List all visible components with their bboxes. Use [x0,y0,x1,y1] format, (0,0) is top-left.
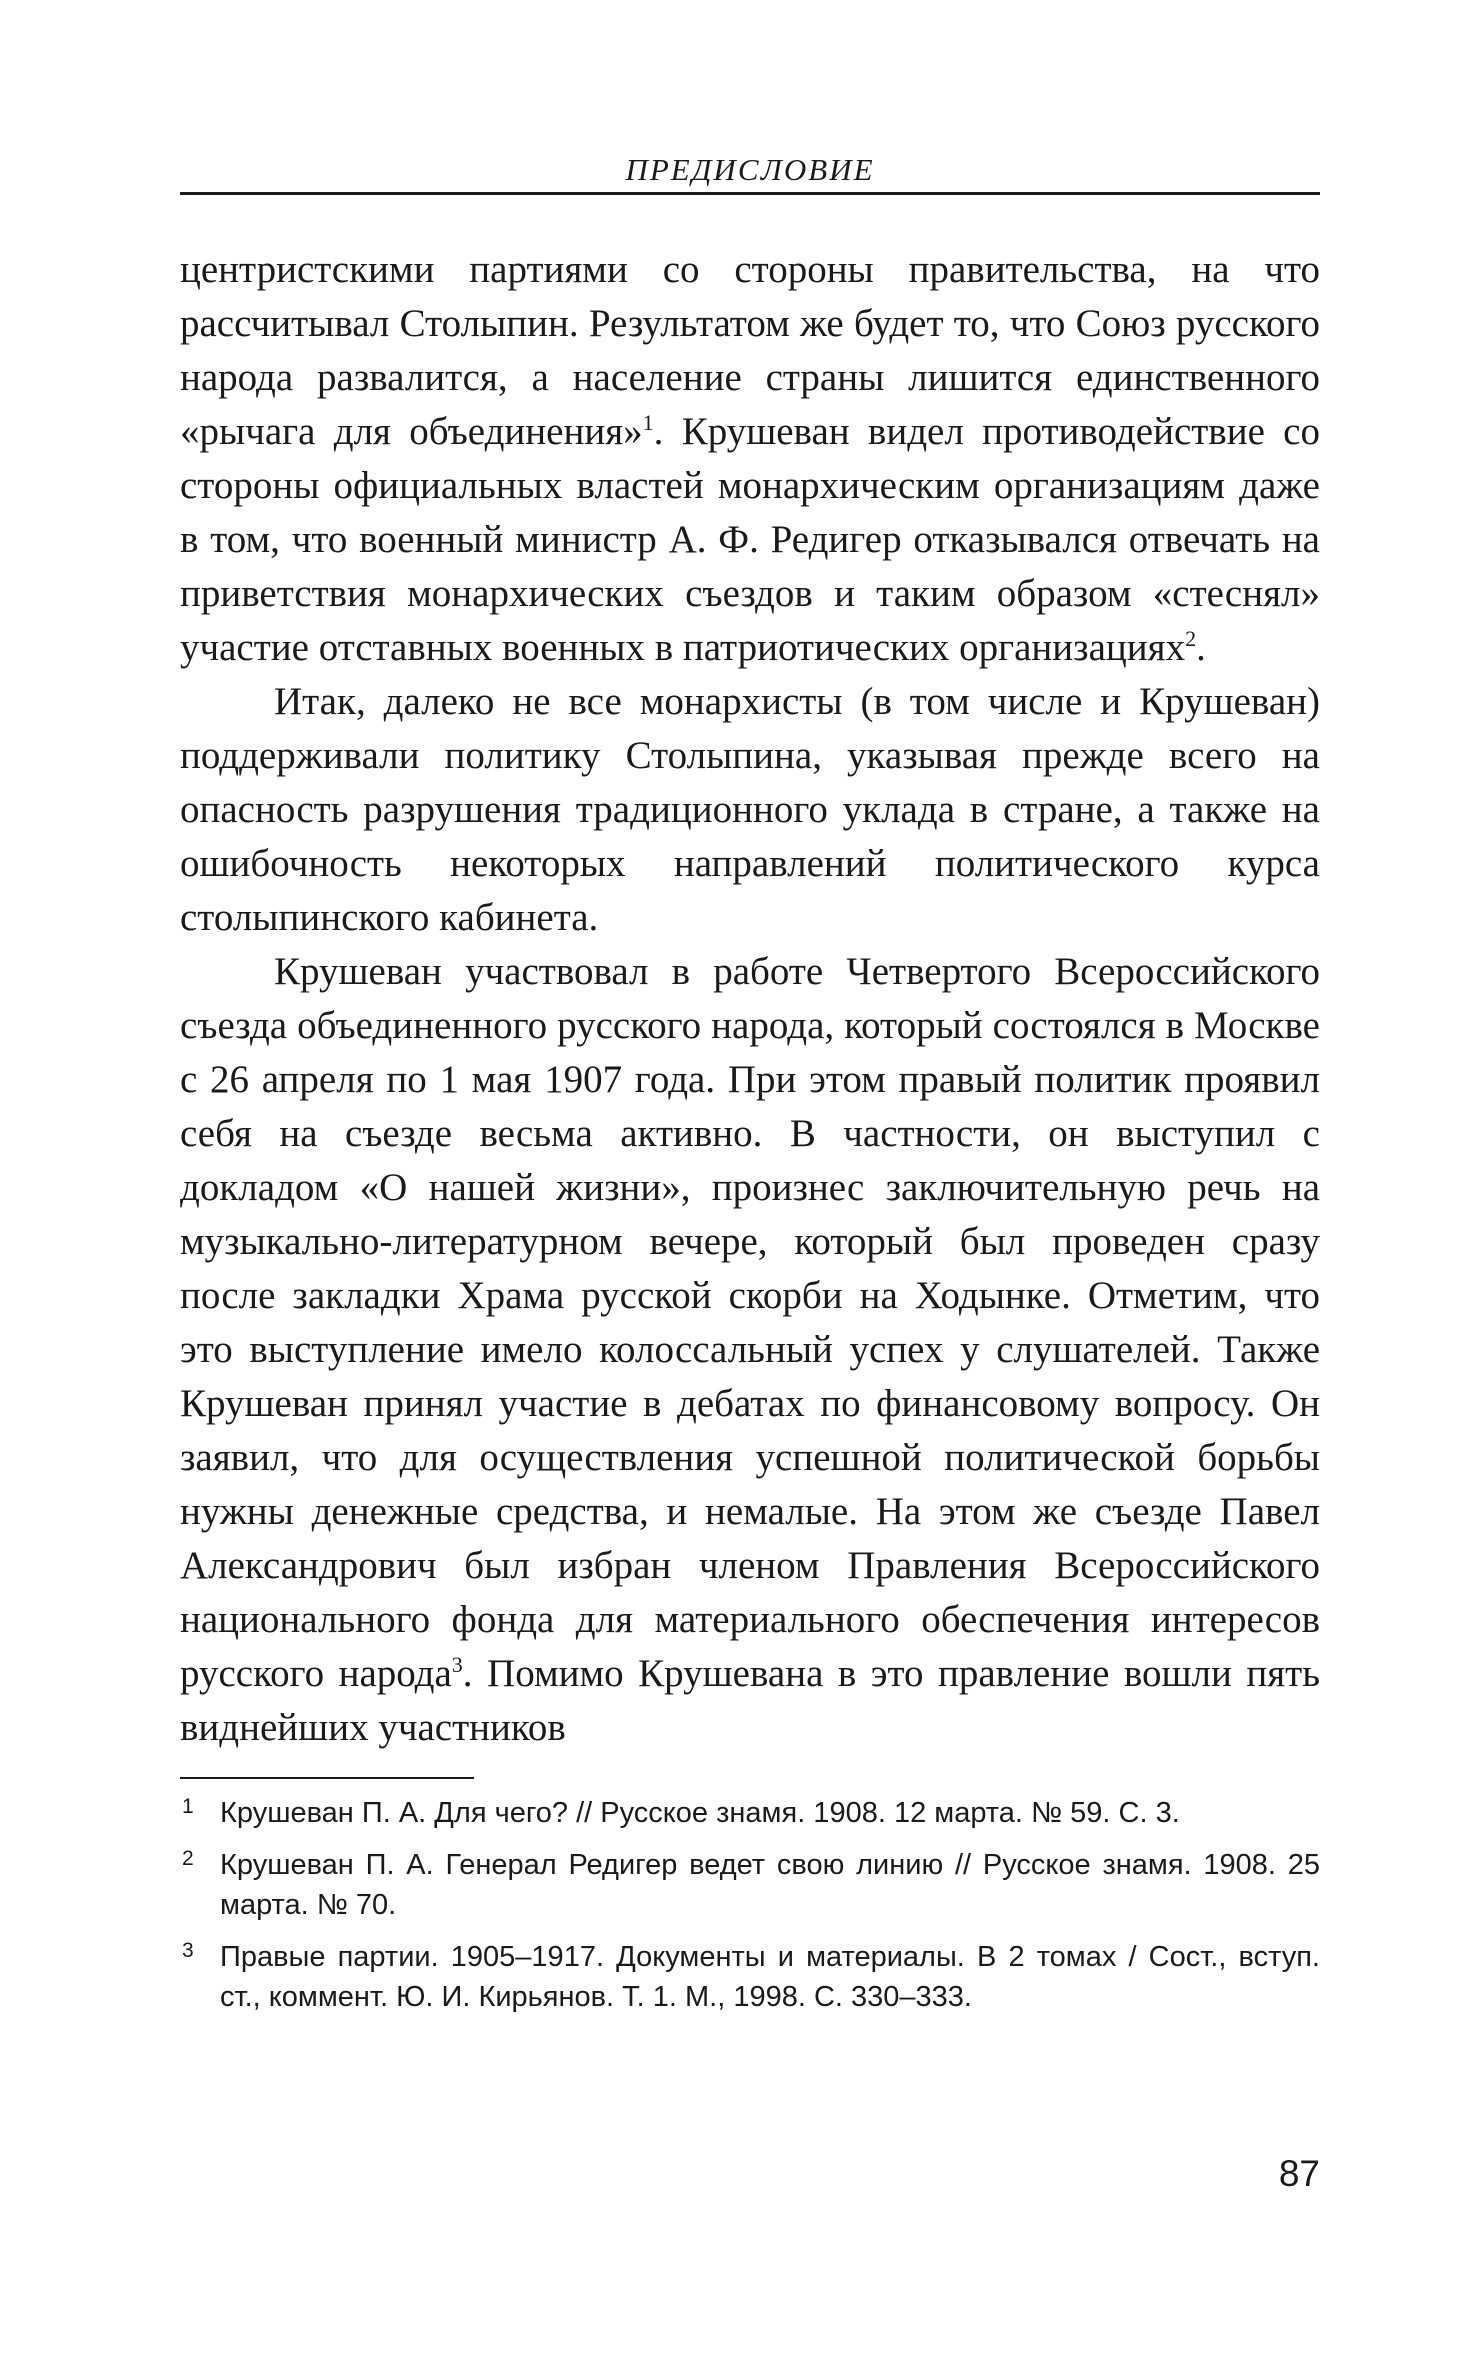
paragraph-1-text-b: . Крушеван видел противодействие со стороны официальных властей монархическим организациям даже в том, что военный министр А. Ф. Редигер отказывался отвечать на приветствия монархических съездов и таким образом «стеснял» участие отставных военных в патриотических организациях [180,410,1320,669]
footnotes [180,1793,1320,2017]
footnote-1 [180,1793,1320,1833]
running-title: ПРЕДИСЛОВИЕ [625,152,875,187]
header-rule [180,192,1320,195]
footnote-rule [180,1777,474,1779]
paragraph-1-text-a: центристскими партиями со стороны правительства, на что рассчитывал Столыпин. Результатом же будет то, что Союз русского народа развалится, а население страны лишится единственного «рычага для объединения» [180,248,1320,453]
footnote-text: Правые партии. 1905–1917. Документы и материалы. В 2 томах / Сост., вступ. ст., коммент. Ю. И. Кирьянов. Т. 1. М., 1998. С. 330–333. [220,1941,1320,2013]
paragraph-1-text-c: . [1196,626,1206,669]
page-number: 87 [1278,2153,1320,2194]
paragraph-3-text-b: . Помимо Крушевана в это правление вошли пять виднейших участников [180,1652,1321,1749]
footnote-number: 2 [182,1847,194,1870]
footnote-ref-1: 1 [642,410,654,435]
paragraph-3 [180,945,1320,1755]
footnote-2 [180,1845,1320,1925]
footnote-number: 1 [182,1795,194,1818]
footnote-text: Крушеван П. А. Генерал Редигер ведет свою линию // Русское знамя. 1908. 25 марта. № 70. [220,1849,1320,1921]
footnote-number: 3 [182,1939,194,1962]
footnote-ref-2: 2 [1185,626,1197,651]
book-page [180,150,1320,2029]
footnote-3 [180,1937,1320,2017]
paragraph-3-text-a: Крушеван участвовал в работе Четвертого Всероссийского съезда объединенного русского народа, который состоялся в Москве с 26 апреля по 1 мая 1907 года. При этом правый политик проявил себя на съезде весьма активно. В частности, он выступил с докладом «О нашей жизни», произнес заключительную речь на музыкально-литературном вечере, который был проведен сразу после закладки Храма русской скорби на Ходынке. Отметим, что это выступление имело колоссальный успех у слушателей. Также Крушеван принял участие в дебатах по финансовому вопросу. Он заявил, что для осуществления успешной политической борьбы нужны денежные средства, и немалые. На этом же съезде Павел Александрович был избран членом Правления Всероссийского национального фонда для материального обеспечения интересов русского народа [180,950,1320,1695]
main-text [180,243,1320,1755]
footnote-ref-3: 3 [451,1652,463,1677]
paragraph-1 [180,243,1320,675]
footnote-text: Крушеван П. А. Для чего? // Русское знамя. 1908. 12 марта. № 59. С. 3. [220,1797,1180,1829]
paragraph-2: Итак, далеко не все монархисты (в том числе и Крушеван) поддерживали политику Столыпина, указывая прежде всего на опасность разрушения традиционного уклада в стране, а также на ошибочность некоторых направлений политического курса столыпинского кабинета. [180,680,1320,939]
